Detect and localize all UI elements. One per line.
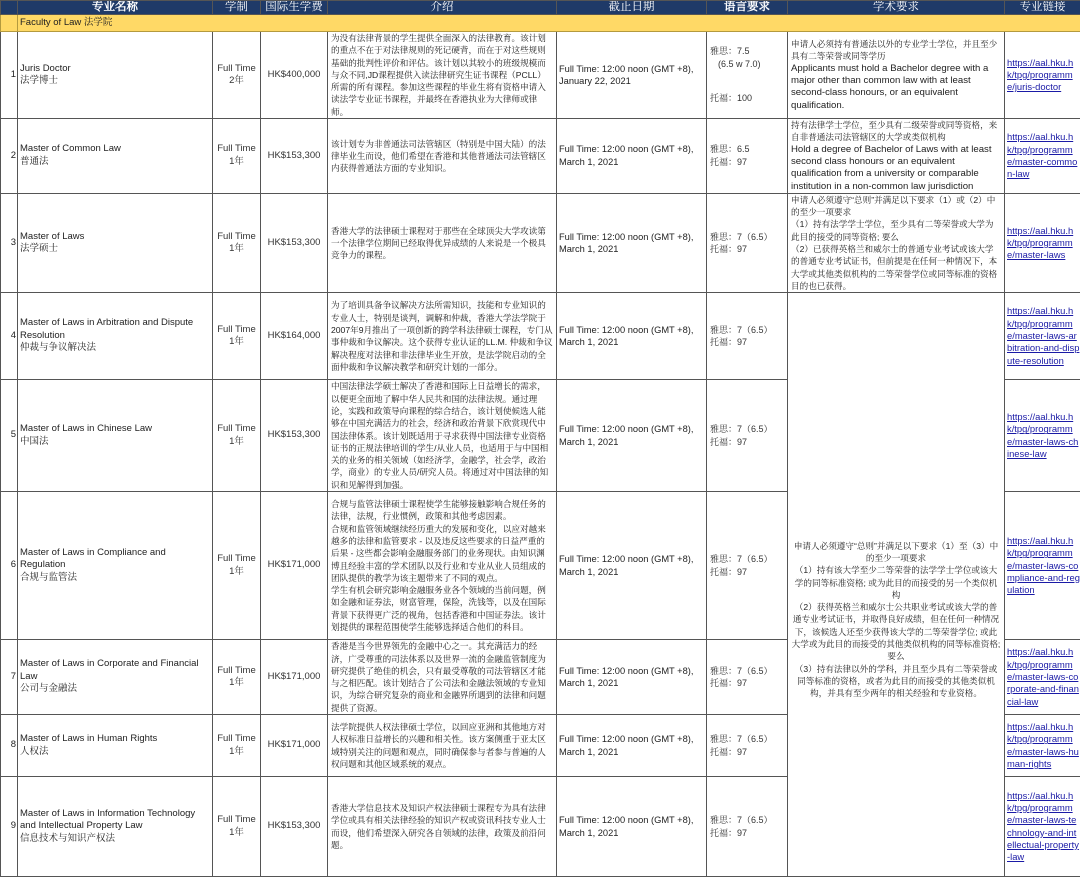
program-intro: 中国法律法学硕士解决了香港和国际上日益增长的需求，以便更全面地了解中华人民共和国的法律法规。通过理论，实践和政策导向课程的综合结合，该计划使候选人能够在中国充满活力的社会，经济和政治背景下欣赏现代中国法律体系。该计划既适用于寻求获得中国法律专业资格证书的正规法律培训的学生/从业人员，也适用于与中国相关的业务的相关领域（如经济学，金融学，社会学，政治学，商业）的专业人员/研究人员。将通过对中国法律的知识和见解得到加强。: [328, 380, 557, 492]
toefl-score: 托福：97: [710, 677, 787, 690]
header-intro: 介绍: [328, 1, 557, 15]
tuition-fee: HK$153,300: [261, 119, 328, 194]
program-name-en: Master of Laws in Chinese Law: [20, 423, 212, 436]
language-requirement: [707, 293, 788, 380]
program-name-en: Juris Doctor: [20, 63, 212, 76]
study-mode: Full Time: [213, 143, 260, 156]
study-mode-cell: [213, 293, 261, 380]
academic-requirement-shared: 申请人必须遵守“总则”并满足以下要求（1）至（3）中的至少一项要求 （1）持有该大学至少二等荣誉的法学学士学位或该大学的同等标准资格; 或为此目的而接受的另一个类似机构 （2）获得英格兰和威尔士公共职业考试或该大学的普通专业考试证书，并取得良好成绩，但在任何一种情况下，该候选人还至少获得该大学的二等荣誉学位; 或此大学或为此目的而接受的其他类似机构的同等标准资格; 要么 （3）持有法律以外的学科，并且至少具有二等荣誉或同等标准的资格，或者为此目的而接受的其他类似机构，并具有至少两年的相关经验和专业资格。: [788, 293, 1005, 877]
program-name-cn: 中国法: [20, 436, 212, 449]
program-name-cn: 法学博士: [20, 75, 212, 88]
header-academic: 学术要求: [788, 1, 1005, 15]
application-deadline: Full Time: 12:00 noon (GMT +8), March 1, 2021: [557, 492, 707, 640]
row-number: 2: [1, 119, 18, 194]
program-name-en: Master of Laws: [20, 231, 212, 244]
faculty-num-cell: [1, 15, 18, 32]
ielts-score: 雅思：7（6.5）: [710, 814, 787, 827]
application-deadline: Full Time: 12:00 noon (GMT +8), March 1, 2021: [557, 640, 707, 715]
study-duration: 1年: [213, 156, 260, 169]
language-requirement: [707, 32, 788, 119]
program-intro: 法学院提供人权法律硕士学位，以回应亚洲和其他地方对人权标准日益增长的兴趣和相关性。该方案侧重于亚太区域特别关注的问题和观点，同时确保参与者参与普遍的人权问题和其他区域系统的观点。: [328, 715, 557, 777]
program-link[interactable]: https://aal.hku.hk/tpg/programme/master-laws-technology-and-intellectual-property-law: [1007, 790, 1079, 862]
tuition-fee: HK$153,300: [261, 193, 328, 292]
row-number: 1: [1, 32, 18, 119]
study-mode-cell: [213, 640, 261, 715]
study-mode: Full Time: [213, 665, 260, 678]
program-link-cell: [1005, 492, 1080, 640]
application-deadline: Full Time: 12:00 noon (GMT +8), March 1, 2021: [557, 119, 707, 194]
spacer: [710, 70, 787, 92]
academic-requirement-en: Applicants must hold a Bachelor degree with a major other than common law with at least second-class honours, or an equivalent qualification.: [791, 63, 1001, 112]
program-name-cell: [18, 492, 213, 640]
program-name-cell: [18, 293, 213, 380]
program-name-en: Master of Laws in Human Rights: [20, 733, 212, 746]
study-mode-cell: [213, 492, 261, 640]
program-name-cell: [18, 32, 213, 119]
program-link-cell: [1005, 32, 1080, 119]
language-requirement: [707, 380, 788, 492]
study-duration: 1年: [213, 677, 260, 690]
tuition-fee: HK$400,000: [261, 32, 328, 119]
toefl-score: 托福：97: [710, 566, 787, 579]
study-mode-cell: [213, 193, 261, 292]
language-requirement: [707, 715, 788, 777]
program-intro: 为没有法律背景的学生提供全面深入的法律教育。该计划的重点不在于对法律规则的死记硬背，而在于对这些规则基础的批判性评价和评估。该计划以其较小的班级规模而与众不同,JD课程提供入读法律研究生证书课程（PCLL）所需的所有课程。参加这些课程的毕业生将有资格申请入读法学专业证书课程，并最终在香港执业为大律师或律师。: [328, 32, 557, 119]
program-name-cell: [18, 777, 213, 877]
program-name-cn: 公司与金融法: [20, 683, 212, 696]
program-link-cell: [1005, 640, 1080, 715]
program-link[interactable]: https://aal.hku.hk/tpg/programme/master-laws-compliance-and-regulation: [1007, 535, 1080, 595]
academic-requirement-cn: 申请人必须遵守“总则”并满足以下要求（1）或（2）中的至少一项要求 （1）持有法学学士学位，至少具有二等荣誉或大学为此目的接受的同等资格; 要么 （2）已获得英格兰和威尔士的普通专业考试或该大学的普通专业考试证书，但前提是在任何一种情况下，本大学或其他类似机构的二等荣誉学位或同等标准的资格目的也已获得。: [791, 194, 1001, 292]
program-link[interactable]: https://aal.hku.hk/tpg/programme/juris-doctor: [1007, 57, 1073, 93]
study-mode-cell: [213, 380, 261, 492]
program-name-en: Master of Common Law: [20, 143, 212, 156]
language-requirement: [707, 119, 788, 194]
program-row: [1, 293, 1080, 380]
study-duration: 1年: [213, 827, 260, 840]
ielts-score: 雅思：7（6.5）: [710, 553, 787, 566]
program-link-cell: [1005, 193, 1080, 292]
application-deadline: Full Time: 12:00 noon (GMT +8), January 22, 2021: [557, 32, 707, 119]
application-deadline: Full Time: 12:00 noon (GMT +8), March 1, 2021: [557, 715, 707, 777]
header-fee: 国际生学费: [261, 1, 328, 15]
program-name-cell: [18, 640, 213, 715]
program-name-cell: [18, 119, 213, 194]
application-deadline: Full Time: 12:00 noon (GMT +8), March 1, 2021: [557, 777, 707, 877]
tuition-fee: HK$153,300: [261, 777, 328, 877]
academic-requirement: [788, 119, 1005, 194]
study-mode-cell: [213, 119, 261, 194]
toefl-score: 托福：100: [710, 92, 787, 105]
program-row: [1, 32, 1080, 119]
study-mode: Full Time: [213, 814, 260, 827]
study-mode: Full Time: [213, 553, 260, 566]
academic-requirement: [788, 32, 1005, 119]
study-mode-cell: [213, 32, 261, 119]
program-link-cell: [1005, 380, 1080, 492]
ielts-score: 雅思：7（6.5）: [710, 733, 787, 746]
application-deadline: Full Time: 12:00 noon (GMT +8), March 1, 2021: [557, 193, 707, 292]
header-num: [1, 1, 18, 15]
academic-requirement-en: Hold a degree of Bachelor of Laws with at least second class honours or an equivalent qualification from a university or comparable institution in a non-common law jurisdiction: [791, 144, 1001, 193]
row-number: 3: [1, 193, 18, 292]
program-link[interactable]: https://aal.hku.hk/tpg/programme/master-laws-arbitration-and-dispute-resolution: [1007, 305, 1079, 365]
header-name: 专业名称: [18, 1, 213, 15]
toefl-score: 托福：97: [710, 827, 787, 840]
study-duration: 1年: [213, 336, 260, 349]
header-link: 专业链接: [1005, 1, 1080, 15]
program-name-cell: [18, 380, 213, 492]
program-intro: 为了培训具备争议解决方法所需知识，技能和专业知识的专业人士，特别是谈判，调解和仲裁，香港大学法学院于2007年9月推出了一项创新的跨学科法律硕士课程，专门从事仲裁和争议解决。这个获得专业认证的LL.M. 仲裁和争议解决程度对法律和非法律毕业生开放，是法学院启动的全面仲裁和争议解决教学和研究计划的一部分。: [328, 293, 557, 380]
study-mode: Full Time: [213, 423, 260, 436]
program-row: [1, 193, 1080, 292]
program-link[interactable]: https://aal.hku.hk/tpg/programme/master-laws-corporate-and-financial-law: [1007, 646, 1079, 706]
study-duration: 1年: [213, 746, 260, 759]
program-intro: 香港是当今世界领先的金融中心之一。其充满活力的经济，广受尊重的司法体系以及世界一流的金融监管制度为研究提供了绝佳的机会，只有最受尊敬的司法管辖区才能与之相匹配。该计划结合了公司法和金融法领域的专业知识，为综合研究复杂的商业和金融界所遇到的法律和问题提供了资源。: [328, 640, 557, 715]
program-link[interactable]: https://aal.hku.hk/tpg/programme/master-laws-chinese-law: [1007, 411, 1078, 459]
ielts-score: 雅思：6.5: [710, 143, 787, 156]
study-duration: 2年: [213, 75, 260, 88]
program-link[interactable]: https://aal.hku.hk/tpg/programme/master-laws: [1007, 225, 1073, 261]
program-link[interactable]: https://aal.hku.hk/tpg/programme/master-laws-human-rights: [1007, 721, 1079, 769]
row-number: 5: [1, 380, 18, 492]
program-intro: 香港大学信息技术及知识产权法律硕士课程专为具有法律学位或具有相关法律经验的知识产权或资讯科技专业人士而设，他们希望深入研究各自领域的法律，政策及前沿问题。: [328, 777, 557, 877]
program-link-cell: [1005, 777, 1080, 877]
program-name-en: Master of Laws in Corporate and Financial Law: [20, 658, 212, 683]
program-link-cell: [1005, 293, 1080, 380]
program-name-cn: 合规与监管法: [20, 572, 212, 585]
program-intro: 该计划专为非普通法司法管辖区（特别是中国大陆）的法律毕业生而设，他们希望在香港和其他普通法司法管辖区内获得普通法方面的专业知识。: [328, 119, 557, 194]
toefl-score: 托福：97: [710, 336, 787, 349]
academic-requirement: [788, 193, 1005, 292]
program-intro: 香港大学的法律硕士课程对于那些在全球顶尖大学攻读第一个法律学位期间已经取得优异成绩的人来说是一个极具竞争力的课程。: [328, 193, 557, 292]
row-number: 9: [1, 777, 18, 877]
ielts-score: 雅思：7（6.5）: [710, 231, 787, 244]
study-duration: 1年: [213, 436, 260, 449]
program-row: [1, 119, 1080, 194]
row-number: 8: [1, 715, 18, 777]
academic-requirement-cn: 申请人必须持有普通法以外的专业学士学位，并且至少具有二等荣誉或同等学历: [791, 38, 1001, 63]
program-name-cell: [18, 715, 213, 777]
program-link[interactable]: https://aal.hku.hk/tpg/programme/master-common-law: [1007, 131, 1077, 179]
toefl-score: 托福：97: [710, 243, 787, 256]
study-mode: Full Time: [213, 231, 260, 244]
program-name-en: Master of Laws in Information Technology and Intellectual Property Law: [20, 808, 212, 833]
study-duration: 1年: [213, 566, 260, 579]
program-name-en: Master of Laws in Compliance and Regulation: [20, 547, 212, 572]
study-mode: Full Time: [213, 63, 260, 76]
row-number: 7: [1, 640, 18, 715]
ielts-score: 雅思：7（6.5）: [710, 665, 787, 678]
program-name-cn: 信息技术与知识产权法: [20, 833, 212, 846]
toefl-score: 托福：97: [710, 156, 787, 169]
program-name-cn: 人权法: [20, 746, 212, 759]
program-link-cell: [1005, 715, 1080, 777]
program-name-cn: 法学硕士: [20, 243, 212, 256]
ielts-score: 雅思：7（6.5）: [710, 324, 787, 337]
study-mode: Full Time: [213, 733, 260, 746]
ielts-score: 雅思：7（6.5）: [710, 423, 787, 436]
tuition-fee: HK$171,000: [261, 715, 328, 777]
study-mode-cell: [213, 777, 261, 877]
program-name-cell: [18, 193, 213, 292]
program-name-cn: 仲裁与争议解决法: [20, 342, 212, 355]
row-number: 6: [1, 492, 18, 640]
header-language: 语言要求: [707, 1, 788, 15]
faculty-label: Faculty of Law 法学院: [18, 15, 1080, 32]
study-mode: Full Time: [213, 324, 260, 337]
program-name-cn: 普通法: [20, 156, 212, 169]
header-mode: 学制: [213, 1, 261, 15]
application-deadline: Full Time: 12:00 noon (GMT +8), March 1, 2021: [557, 293, 707, 380]
tuition-fee: HK$164,000: [261, 293, 328, 380]
program-name-en: Master of Laws in Arbitration and Dispute Resolution: [20, 317, 212, 342]
academic-requirement-cn: 持有法律学士学位，至少具有二级荣誉或同等资格，来自非普通法司法管辖区的大学或类似机构: [791, 119, 1001, 144]
application-deadline: Full Time: 12:00 noon (GMT +8), March 1, 2021: [557, 380, 707, 492]
row-number: 4: [1, 293, 18, 380]
tuition-fee: HK$171,000: [261, 492, 328, 640]
toefl-score: 托福：97: [710, 746, 787, 759]
language-requirement: [707, 777, 788, 877]
study-mode-cell: [213, 715, 261, 777]
language-requirement: [707, 492, 788, 640]
tuition-fee: HK$153,300: [261, 380, 328, 492]
ielts-note: (6.5 w 7.0): [710, 58, 787, 71]
header-deadline: 截止日期: [557, 1, 707, 15]
tuition-fee: HK$171,000: [261, 640, 328, 715]
faculty-row: [1, 15, 1080, 32]
language-requirement: [707, 640, 788, 715]
language-requirement: [707, 193, 788, 292]
ielts-score: 雅思：7.5: [710, 45, 787, 58]
program-intro: 合规与监管法律硕士课程使学生能够接触影响合规任务的法律，法规，行业惯例，政策和其他考虑因素。 合规和监管领域继续经历重大的发展和变化，以应对越来越多的法律和监管要求 - 以及违反这些要求的日益严重的后果 - 这些都会影响金融服务部门的业务现状。由知识渊博且经验丰富的学术团队以及行业和专业从业人员组成的团队提供的教学为该主题带来了不同的观点。 学生有机会研究影响金融服务业各个领域的当前问题，例如金融和证券法，财富管理，保险，洗钱等，以及在国际背景下获得更广泛的视角，包括香港和中国证券法。该计划提供的课程范围使学生能够选择适合他们的科目。: [328, 492, 557, 640]
header-row: [1, 1, 1080, 15]
study-duration: 1年: [213, 243, 260, 256]
toefl-score: 托福：97: [710, 436, 787, 449]
program-link-cell: [1005, 119, 1080, 194]
